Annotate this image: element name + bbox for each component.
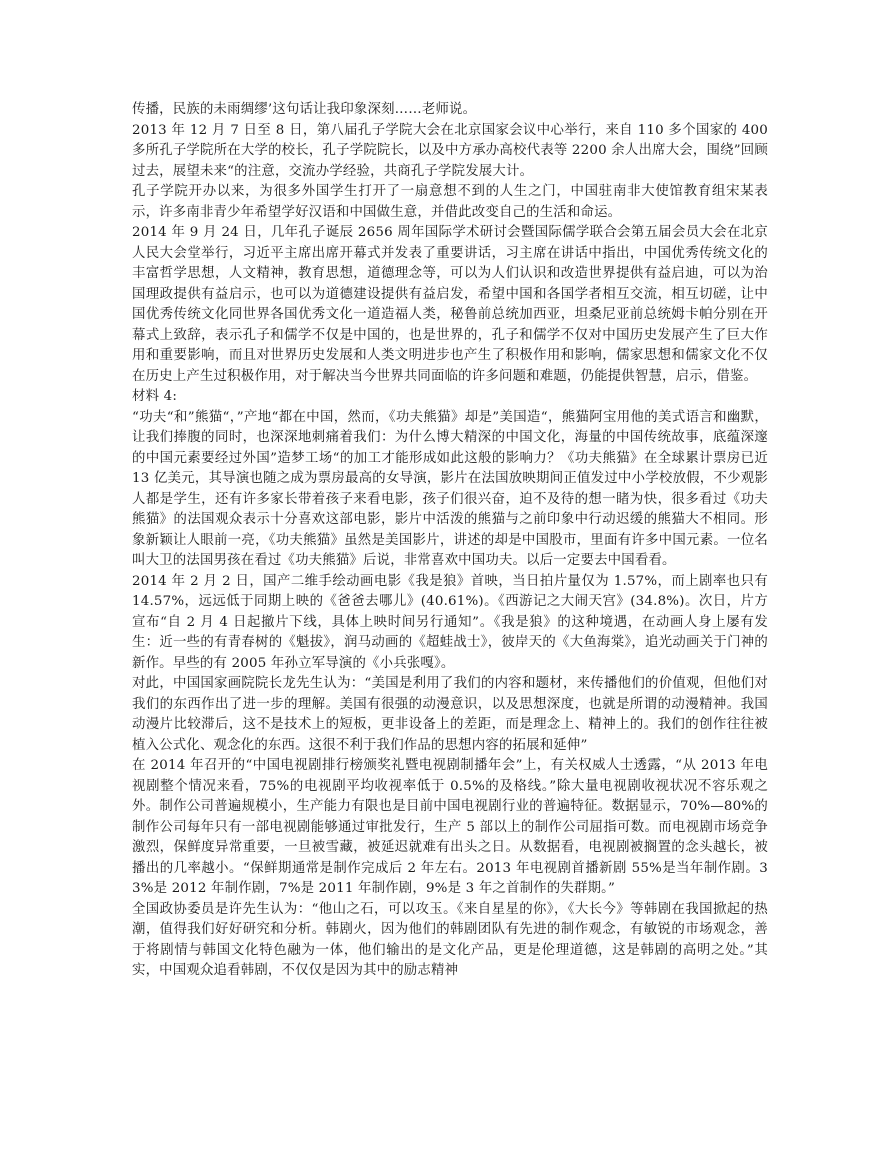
paragraph-confucius-institutes: 孔子学院开办以来，为很多外国学生打开了一扇意想不到的人生之门，中国驻南非大使馆教育组宋某表示，许多南非青少年希望学好汉语和中国做生意，并借此改变自己的生活和命运。: [132, 184, 768, 220]
paragraph-kung-fu-panda: “功夫“和”熊猫“，”产地“都在中国，然而，《功夫熊猫》却是”美国造“，熊猫阿宝用他的美式语言和幽默，让我们捧腹的同时，也深深地刺痛着我们：为什么博大精深的中国文化，海量的中国传统故事，底蕴深邃的中国元素要经过外国”造梦工场“的加工才能形成如此这般的影响力？《功夫熊猫》在全球累计票房已近 13 亿美元，其导演也随之成为票房最高的女导演，影片在法国放映期间正值发过中小学校放假，不少观影人都是学生，还有许多家长带着孩子来看电影，孩子们很兴奋，迫不及待的想一睹为快，很多看过《功夫熊猫》的法国观众表示十分喜欢这部电影，影片中活泼的熊猫与之前印象中行动迟缓的熊猫大不相同。形象新颖让人眼前一亮，《功夫熊猫》虽然是美国影片，讲述的却是中国股市，里面有许多中国元素。一位名叫大卫的法国男孩在看过《功夫熊猫》后说，非常喜欢中国功夫。以后一定要去中国看看。: [132, 409, 768, 568]
document-page: [132, 100, 768, 982]
material-4-heading: 材料 4:: [132, 389, 178, 404]
paragraph-i-am-wolf: 2014 年 2 月 2 日，国产二维手绘动画电影《我是狼》首映，当日拍片量仅为 1.57%，而上剧率也只有 14.57%，远远低于同期上映的《爸爸去哪儿》(40.61%)。《西游记之大闹天宫》(34.8%)。次日，片方宣布“自 2 月 4 日起撤片下线，具体上映时间另行通知”。《我是狼》的这种境遇，在动画人身上屡有发生：近一些的有青春树的《魁拔》，润马动画的《超蛙战士》，彼岸天的《大鱼海棠》，追光动画关于门神的新作。早些的有 2005 年孙立军导演的《小兵张嘎》。: [132, 573, 768, 671]
paragraph-korean-drama: 全国政协委员是许先生认为：“他山之石，可以攻玉。《来自星星的你》，《大长今》等韩剧在我国掀起的热潮，值得我们好好研究和分析。韩剧火，因为他们的韩剧团队有先进的制作观念，有敏锐的市场观念，善于将剧情与韩国文化特色融为一体，他们输出的是文化产品，更是伦理道德，这是韩剧的高明之处。”其实，中国观众追看韩剧，不仅仅是因为其中的励志精神: [132, 901, 768, 978]
paragraph-confucius-anniversary: 2014 年 9 月 24 日，几年孔子诞辰 2656 周年国际学术研讨会暨国际儒学联合会第五届会员大会在北京人民大会堂举行，习近平主席出席开幕式并发表了重要讲话，习主席在讲话中指出，中国优秀传统文化的丰富哲学思想，人文精神，教育思想，道德理念等，可以为人们认识和改造世界提供有益启迪，可以为治国理政提供有益启示，也可以为道德建设提供有益启发，希望中国和各国学者相互交流，相互切磋，让中国优秀传统文化同世界各国优秀文化一道造福人类，秘鲁前总统加西亚，坦桑尼亚前总统姆卡帕分别在开幕式上致辞，表示孔子和儒学不仅是中国的，也是世界的，孔子和儒学不仅对中国历史发展产生了巨大作用和重要影响，而且对世界历史发展和人类文明进步也产生了积极作用和影响，儒家思想和儒家文化不仅在历史上产生过积极作用，对于解决当今世界共同面临的许多问题和难题，仍能提供智慧，启示，借鉴。: [132, 225, 768, 384]
paragraph-long-opinion: 对此，中国国家画院院长龙先生认为：“美国是利用了我们的内容和题材，来传播他们的价值观，但他们对我们的东西作出了进一步的理解。美国有很强的动漫意识，以及思想深度，也就是所谓的动漫精神。我国动漫片比较滞后，这不是技术上的短板，更非设备上的差距，而是理念上、精神上的。我们的创作往往被植入公式化、观念化的东西。这很不利于我们作品的思想内容的拓展和延伸”: [132, 676, 768, 753]
paragraph-tv-drama: 在 2014 年召开的“中国电视剧排行榜颁奖礼暨电视剧制播年会”上，有关权威人士透露，“从 2013 年电视剧整个情况来看，75%的电视剧平均收视率低于 0.5%的及格线。”除大量电视剧收视状况不容乐观之外。制作公司普遍规模小，生产能力有限也是目前中国电视剧行业的普遍特征。数据显示，70%—80%的制作公司每年只有一部电视剧能够通过审批发行，生产 5 部以上的制作公司屈指可数。而电视剧市场竞争激烈，保鲜度异常重要，一旦被雪藏，被延迟就难有出头之日。从数据看，电视剧被搁置的念头越长，被播出的几率越小。“保鲜期通常是制作完成后 2 年左右。2013 年电视剧首播新剧 55%是当年制作剧。33%是 2012 年制作剧，7%是 2011 年制作剧，9%是 3 年之首制作的失群期。”: [132, 758, 768, 896]
paragraph-opening-quote: 传播，民族的未雨绸缪’这句话让我印象深刻……老师说。: [132, 102, 477, 117]
paragraph-confucius-conference: 2013 年 12 月 7 日至 8 日，第八届孔子学院大会在北京国家会议中心举行，来自 110 多个国家的 400 多所孔子学院所在大学的校长，孔子学院院长，以及中方承办高校代表等 2200 余人出席大会，围绕”回顾过去，展望未来“的注意，交流办学经验，共商孔子学院发展大计。: [132, 122, 768, 179]
